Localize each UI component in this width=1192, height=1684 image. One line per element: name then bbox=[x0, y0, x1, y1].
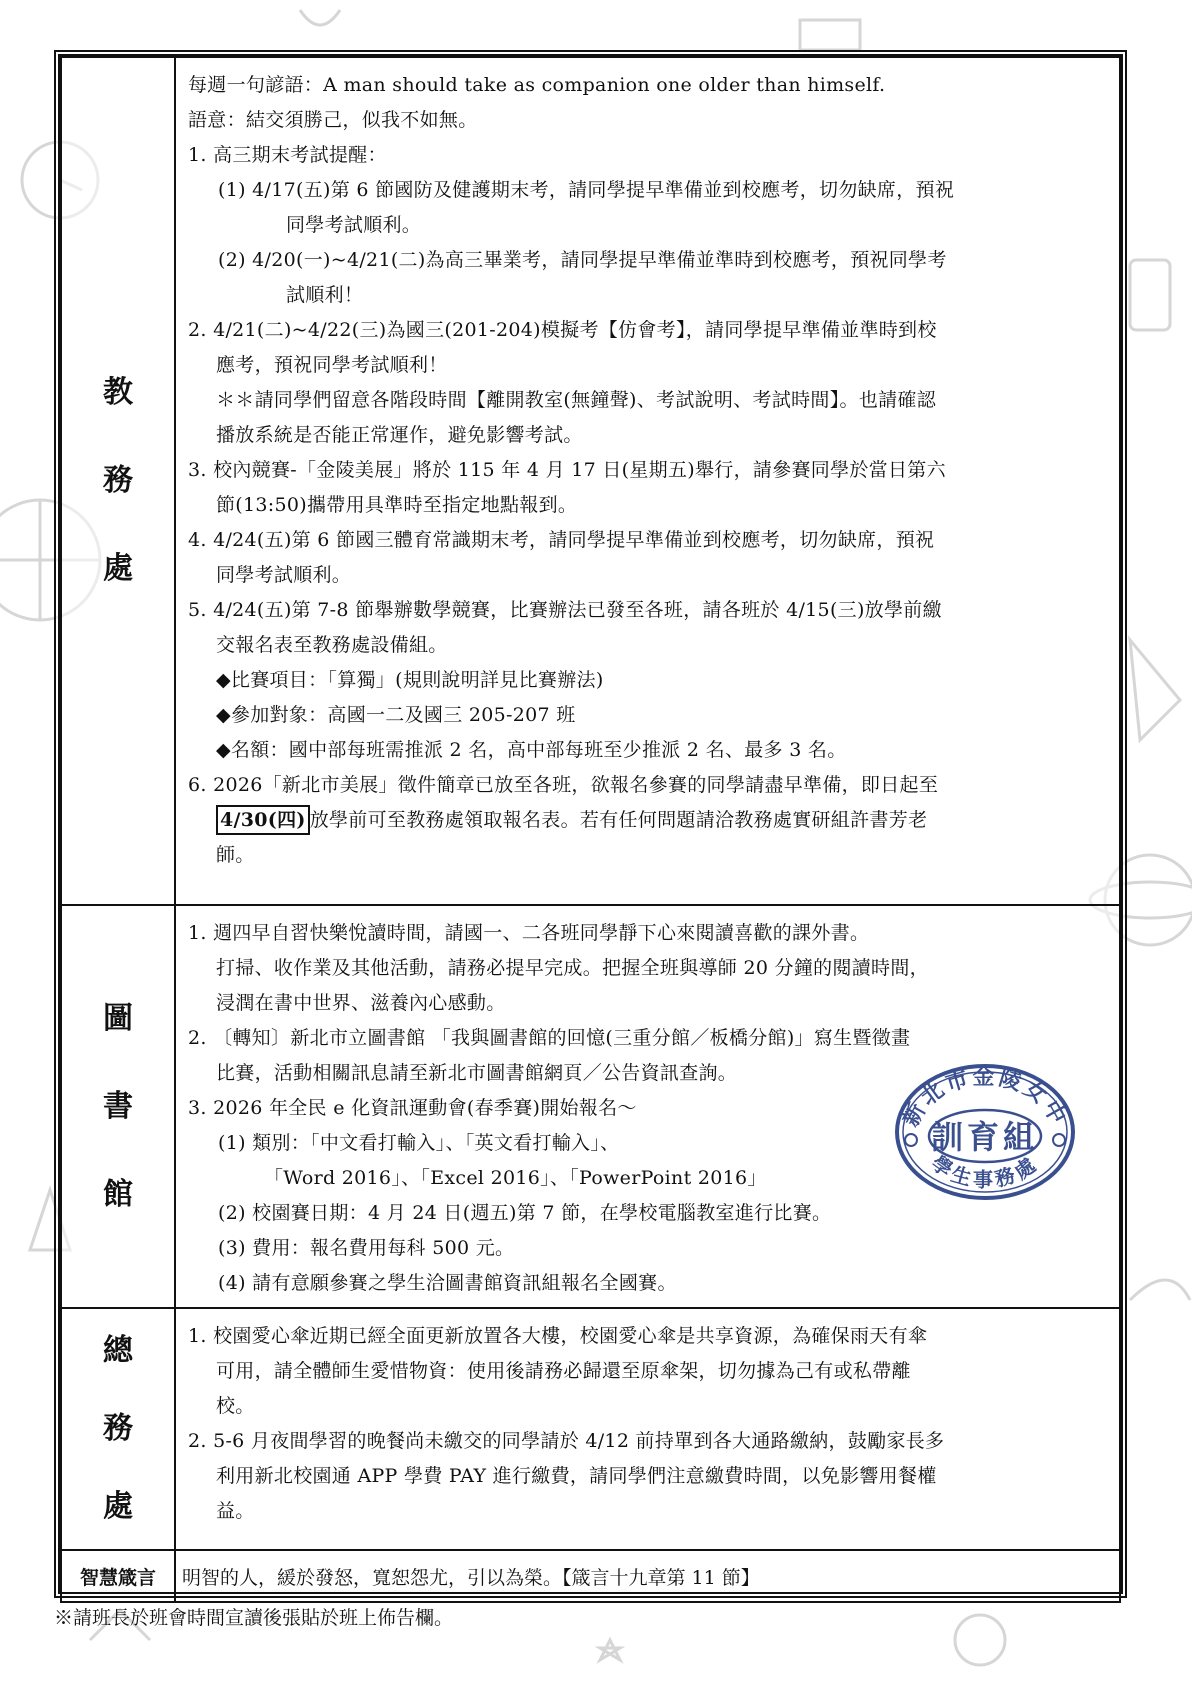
stamp-flower-icon bbox=[1053, 1134, 1065, 1146]
library-item: 1. 週四早自習快樂悅讀時間，請國一、二各班同學靜下心來閱讀喜歡的課外書。 bbox=[188, 922, 870, 944]
academic-title-char: 處 bbox=[103, 551, 133, 586]
proverb-meaning: 語意：結交須勝己，似我不如無。 bbox=[188, 109, 478, 131]
library-item-cont: 比賽，活動相關訊息請至新北市圖書館網頁／公告資訊查詢。 bbox=[216, 1062, 738, 1084]
academic-item-cont: 節(13:50)攜帶用具準時至指定地點報到。 bbox=[216, 494, 578, 516]
academic-title-char: 教 bbox=[103, 375, 133, 410]
general-item-cont: 益。 bbox=[216, 1500, 255, 1522]
general-item-cont: 利用新北校園通 APP 學費 PAY 進行繳費，請同學們注意繳費時間，以免影響用餐權 bbox=[216, 1465, 937, 1487]
academic-item: 3. 校內競賽-「金陵美展」將於 115 年 4 月 17 日(星期五)舉行，請參賽同學於當日第六 bbox=[188, 459, 946, 481]
general-item: 2. 5-6 月夜間學習的晚餐尚未繳交的同學請於 4/12 前持單到各大通路繳納，鼓勵家長多 bbox=[188, 1430, 945, 1452]
general-item-cont: 可用，請全體師生愛惜物資：使用後請務必歸還至原傘架，切勿據為己有或私帶離 bbox=[216, 1360, 911, 1382]
general-title-char: 總 bbox=[103, 1333, 133, 1368]
stamp-flower-icon bbox=[905, 1134, 917, 1146]
wisdom-text: 明智的人，緩於發怒，寬恕怨尤，引以為榮。【箴言十九章第 11 節】 bbox=[175, 1550, 1120, 1602]
small-star-doodle-icon bbox=[600, 1640, 620, 1660]
library-item-cont: 浸潤在書中世界、滋養內心感動。 bbox=[216, 992, 506, 1014]
library-subitem: (2) 校園賽日期：4 月 24 日(週五)第 7 節，在學校電腦教室進行比賽。 bbox=[218, 1202, 832, 1224]
academic-item-cont: 師。 bbox=[216, 844, 255, 866]
proverb-line: 每週一句諺語：A man should take as companion one older than himself. bbox=[188, 74, 886, 96]
triangle-doodle-icon bbox=[1130, 640, 1180, 740]
academic-item-cont: 同學考試順利。 bbox=[216, 564, 352, 586]
library-item: 3. 2026 年全民 e 化資訊運動會(春季賽)開始報名～ bbox=[188, 1097, 637, 1119]
stamp-bottom-text: 學生事務處 bbox=[926, 1150, 1044, 1192]
general-title-char: 務 bbox=[103, 1411, 133, 1446]
general-title-char: 處 bbox=[103, 1489, 133, 1524]
general-affairs-header bbox=[61, 1308, 175, 1550]
library-subitem: (1) 類別：「中文看打輸入」、「英文看打輸入」、 bbox=[218, 1132, 620, 1154]
contest-detail: ◆比賽項目：「算獨」(規則說明詳見比賽辦法) bbox=[216, 669, 604, 691]
wisdom-label: 智慧箴言 bbox=[61, 1550, 175, 1602]
deadline-box: 4/30(四) bbox=[216, 805, 310, 835]
general-affairs-content bbox=[175, 1308, 1120, 1550]
academic-subitem-cont: 試順利！ bbox=[286, 284, 364, 306]
book-doodle-icon bbox=[800, 20, 860, 50]
wisdom-row bbox=[61, 1550, 1120, 1602]
contest-detail: ◆名額：國中部每班需推派 2 名，高中部每班至少推派 2 名、最多 3 名。 bbox=[216, 739, 847, 761]
academic-item-cont bbox=[188, 803, 1111, 838]
general-affairs-row bbox=[61, 1308, 1120, 1550]
library-title-char: 館 bbox=[103, 1176, 133, 1212]
notice-table bbox=[60, 56, 1121, 1603]
academic-row bbox=[61, 57, 1120, 905]
academic-item-cont-text: 放學前可至教務處領取報名表。若有任何問題請洽教務處實研組許書芳老 bbox=[309, 809, 928, 831]
academic-item-note: ＊＊請同學們留意各階段時間【離開教室(無鐘聲)、考試說明、考試時間】。也請確認 bbox=[216, 389, 937, 411]
academic-title-char: 務 bbox=[103, 463, 133, 498]
academic-item: 1. 高三期末考試提醒： bbox=[188, 144, 387, 166]
academic-subitem: (1) 4/17(五)第 6 節國防及健護期末考，請同學提早準備並到校應考，切勿缺席，預祝 bbox=[218, 179, 955, 201]
library-title-char: 書 bbox=[103, 1088, 133, 1124]
library-item: 2. 〔轉知〕新北市立圖書館 「我與圖書館的回憶(三重分館／板橋分館)」寫生暨徵畫 bbox=[188, 1027, 911, 1049]
bottle-doodle-icon bbox=[1130, 260, 1170, 330]
stamp-top-text: 新北市金陵女中 bbox=[898, 1065, 1072, 1131]
wave-doodle-icon bbox=[1130, 1280, 1190, 1300]
academic-item-cont: 交報名表至教務處設備組。 bbox=[216, 634, 448, 656]
academic-item: 2. 4/21(二)~4/22(三)為國三(201-204)模擬考【仿會考】，請同學提早準備並準時到校 bbox=[188, 319, 937, 341]
swirl-doodle-icon bbox=[300, 10, 340, 25]
library-title-char: 圖 bbox=[103, 1000, 133, 1036]
library-subitem: (3) 費用：報名費用每科 500 元。 bbox=[218, 1237, 515, 1259]
svg-text:學生事務處 bbox=[926, 1150, 1043, 1192]
library-subitem: (4) 請有意願參賽之學生洽圖書館資訊組報名全國賽。 bbox=[218, 1272, 677, 1294]
academic-item-cont: 應考，預祝同學考試順利！ bbox=[216, 354, 448, 376]
library-header bbox=[61, 905, 175, 1308]
general-item-cont: 校。 bbox=[216, 1395, 255, 1417]
footer-note: ※請班長於班會時間宣讀後張貼於班上佈告欄。 bbox=[54, 1607, 454, 1629]
school-stamp bbox=[893, 1060, 1077, 1200]
general-item: 1. 校園愛心傘近期已經全面更新放置各大樓，校園愛心傘是共享資源，為確保雨天有傘 bbox=[188, 1325, 928, 1347]
contest-detail: ◆參加對象：高國一二及國三 205-207 班 bbox=[216, 704, 576, 726]
academic-item: 5. 4/24(五)第 7-8 節舉辦數學競賽，比賽辦法已發至各班，請各班於 4/15(三)放學前繳 bbox=[188, 599, 942, 621]
academic-header bbox=[61, 57, 175, 905]
academic-item: 6. 2026「新北市美展」徵件簡章已放至各班，欲報名參賽的同學請盡早準備，即日起至 bbox=[188, 774, 939, 796]
academic-content bbox=[175, 57, 1120, 905]
apple-doodle-icon bbox=[955, 1615, 1005, 1665]
library-item-cont: 打掃、收作業及其他活動，請務必提早完成。把握全班與導師 20 分鐘的閱讀時間， bbox=[216, 957, 929, 979]
academic-subitem: (2) 4/20(一)~4/21(二)為高三畢業考，請同學提早準備並準時到校應考，預祝同學考 bbox=[218, 249, 947, 271]
academic-item-note: 播放系統是否能正常運作，避免影響考試。 bbox=[216, 424, 583, 446]
academic-subitem-cont: 同學考試順利。 bbox=[286, 214, 422, 236]
library-subitem-cont: 「Word 2016」、「Excel 2016」、「PowerPoint 2016」 bbox=[264, 1167, 767, 1189]
academic-item: 4. 4/24(五)第 6 節國三體育常識期末考，請同學提早準備並到校應考，切勿缺席，預祝 bbox=[188, 529, 935, 551]
stamp-center-text: 訓育組 bbox=[930, 1118, 1040, 1156]
